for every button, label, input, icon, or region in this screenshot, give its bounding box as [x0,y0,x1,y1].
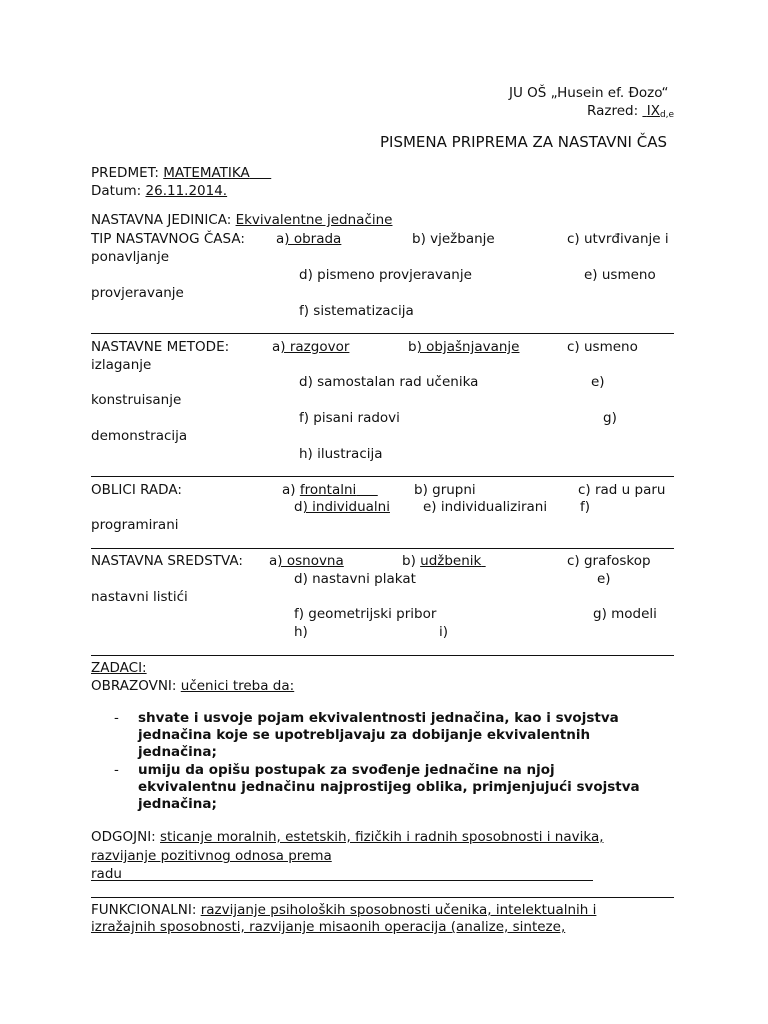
forms-a: a) frontalni [282,482,357,498]
methods-c: c) usmeno [567,339,638,355]
upbringing-label: ODGOJNI: [91,829,156,845]
bullet-2-line-3: jednačina; [138,796,217,812]
forms-b: b) grupni [414,482,476,498]
resources-a: a) osnovna [269,553,344,569]
bullet-1-line-2: jednačina koje se upotrebljavaju za dobijanje ekvivalentnih [138,727,591,743]
divider [91,476,674,477]
resources-i: i) [439,624,449,640]
lesson-type-e: e) usmeno [584,267,656,283]
forms-f: f) [580,499,591,515]
unit-label: NASTAVNA JEDINICA: [91,212,232,228]
resources-e-cont: nastavni listići [91,589,188,605]
functional-label: FUNKCIONALNI: [91,902,197,918]
bullet-mark: - [114,710,119,726]
methods-label: NASTAVNE METODE: [91,339,230,355]
functional-line [91,902,596,919]
resources-label: NASTAVNA SREDSTVA: [91,553,243,569]
bullet-mark: - [114,762,119,778]
underline-fill [91,880,593,881]
lesson-type-f: f) sistematizacija [299,303,414,319]
methods-g-cont: demonstracija [91,428,188,444]
forms-label: OBLICI RADA: [91,482,182,498]
methods-d: d) samostalan rad učenika [299,374,479,390]
upbringing-line-3: radu [91,866,122,882]
methods-f: f) pisani radovi [299,410,400,426]
divider [91,897,674,898]
upbringing-line [91,829,604,846]
bullet-1-line-1: shvate i usvoje pojam ekvivalentnosti jednačina, kao i svojstva [138,710,619,726]
class-label: Razred: [587,103,639,119]
date-label: Datum: [91,183,142,199]
date-value: 26.11.2014. [145,183,228,199]
methods-c-cont: izlaganje [91,357,152,373]
resources-e: e) [597,571,611,587]
class-line [587,103,674,124]
upbringing-line-2: razvijanje pozitivnog odnosa prema [91,848,332,864]
divider [91,655,674,656]
lesson-type-a: a) obrada [276,231,342,247]
educational-value: učenici treba da: [180,678,295,694]
divider [91,333,674,334]
document-title: PISMENA PRIPREMA ZA NASTAVNI ČAS [380,133,668,151]
methods-g: g) [603,410,617,426]
resources-g: g) modeli [593,606,657,622]
educational-line [91,678,294,695]
subject-label: PREDMET: [91,165,159,181]
lesson-type-c: c) utvrđivanje i [567,231,669,247]
resources-f: f) geometrijski pribor [294,606,437,622]
bullet-2-line-1: umiju da opišu postupak za svođenje jednačine na njoj [138,762,555,778]
lesson-type-e-cont: provjeravanje [91,285,184,301]
lesson-type-d: d) pismeno provjeravanje [299,267,472,283]
bullet-2-line-2: ekvivalentnu jednačinu najprostijeg oblika, primjenjujući svojstva [138,779,640,795]
forms-d: d) individualni [294,499,390,515]
forms-c: c) rad u paru [578,482,666,498]
methods-h: h) ilustracija [299,446,383,462]
methods-a: a) razgovor [272,339,350,355]
functional-value: razvijanje psiholoških sposobnosti učenika, intelektualnih i [200,902,597,918]
subject-value: MATEMATIKA [163,165,250,181]
unit-value: Ekvivalentne jednačine [235,212,393,228]
resources-d: d) nastavni plakat [294,571,416,587]
date-line [91,183,227,200]
lesson-type-c-cont: ponavljanje [91,249,170,265]
school-name: JU OŠ „Husein ef. Đozo“ [509,85,669,101]
divider [91,548,674,549]
lesson-type-b: b) vježbanje [412,231,495,247]
resources-b: b) udžbenik [402,553,482,569]
forms-f-cont: programirani [91,517,179,533]
methods-b: b) objašnjavanje [408,339,520,355]
tasks-heading: ZADACI: [91,660,147,676]
unit-line [91,212,392,229]
methods-e-cont: konstruisanje [91,392,182,408]
subject-line [91,165,271,182]
functional-line-2: izražajnih sposobnosti, razvijanje misaonih operacija (analize, sinteze, [91,919,566,935]
lesson-type-label: TIP NASTAVNOG ČASA: [91,231,245,247]
forms-e: e) individualizirani [423,499,548,515]
class-value: $IX_{d,e}$ [646,103,675,120]
upbringing-value: sticanje moralnih, estetskih, fizičkih i radnih sposobnosti i navika, [160,829,604,845]
resources-c: c) grafoskop [567,553,651,569]
bullet-1-line-3: jednačina; [138,744,217,760]
educational-label: OBRAZOVNI: [91,678,177,694]
methods-e: e) [591,374,605,390]
resources-h: h) [294,624,308,640]
